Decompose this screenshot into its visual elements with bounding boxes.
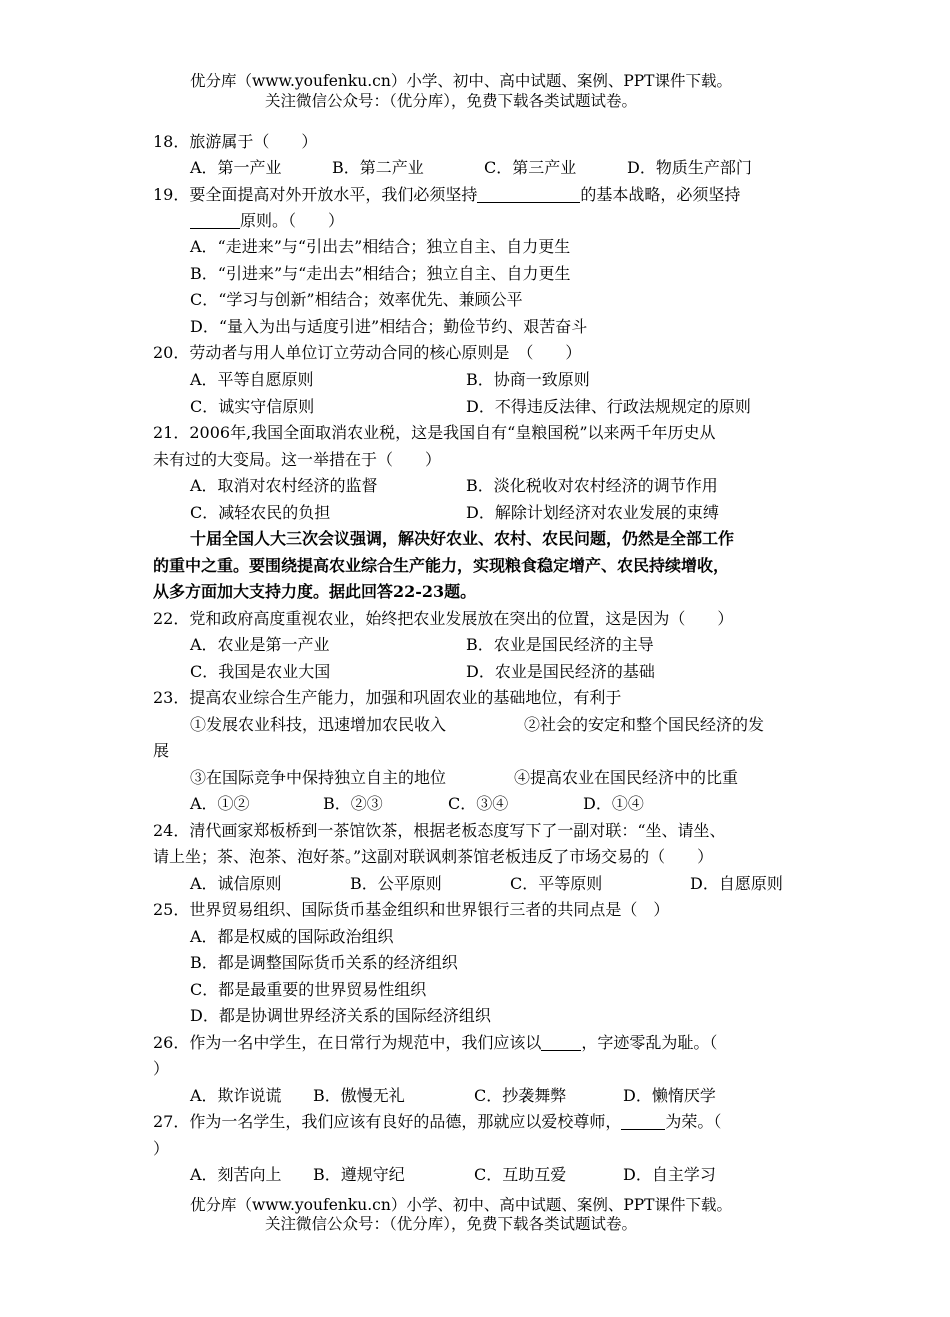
q18-option-d: D．物质生产部门	[627, 158, 752, 177]
q26-option-c: C．抄袭舞弊	[474, 1086, 567, 1105]
q23-stem: 23．提高农业综合生产能力，加强和巩固农业的基础地位，有利于	[153, 688, 622, 707]
q18-stem: 18．旅游属于（ ）	[153, 132, 318, 151]
q25-option-b: B．都是调整国际货币关系的经济组织	[190, 953, 458, 972]
material-line2: 的重中之重。要围绕提高农业综合生产能力，实现粮食稳定增产、农民持续增收，	[153, 556, 730, 575]
q24-option-b: B．公平原则	[350, 874, 442, 893]
q27-stem-part2: 为荣。（	[665, 1112, 722, 1131]
q26-stem-part1: 26．作为一名中学生，在日常行为规范中，我们应该以	[153, 1033, 542, 1052]
page-footer-line1: 优分库（www.youfenku.cn）小学、初中、高中试题、案例、PPT课件下载。	[190, 1196, 733, 1214]
q19-option-d: D．“量入为出与适度引进”相结合；勤俭节约、艰苦奋斗	[190, 317, 588, 336]
q26-blank	[541, 1034, 581, 1051]
q19-blank-1	[477, 186, 580, 203]
q23-item-2-continued: 展	[153, 741, 170, 760]
q27-option-c: C．互助互爱	[474, 1165, 567, 1184]
q22-option-b: B．农业是国民经济的主导	[466, 635, 654, 654]
q27-stem-line1	[153, 1111, 721, 1133]
q24-option-a: A．诚信原则	[190, 874, 282, 893]
page-header-line1: 优分库（www.youfenku.cn）小学、初中、高中试题、案例、PPT课件下载。	[190, 72, 733, 90]
q26-option-a: A．欺诈说谎	[190, 1086, 282, 1105]
q27-option-d: D．自主学习	[623, 1165, 716, 1184]
q21-stem-line2: 未有过的大变局。这一举措在于（ ）	[153, 450, 442, 469]
q27-stem-part1: 27．作为一名学生，我们应该有良好的品德，那就应以爱校尊师，	[153, 1112, 622, 1131]
q22-option-c: C．我国是农业大国	[190, 662, 331, 681]
q25-option-a: A．都是权威的国际政治组织	[190, 927, 394, 946]
q19-stem-line2	[190, 210, 344, 232]
q21-option-a: A．取消对农村经济的监督	[190, 476, 378, 495]
q23-item-1: ①发展农业科技，迅速增加农民收入	[190, 715, 447, 734]
q26-option-b: B．傲慢无礼	[313, 1086, 405, 1105]
page-header-line2: 关注微信公众号：（优分库），免费下载各类试题试卷。	[265, 92, 638, 110]
q18-option-b: B．第二产业	[332, 158, 424, 177]
q27-option-a: A．刻苦向上	[190, 1165, 282, 1184]
q19-option-c: C．“学习与创新”相结合；效率优先、兼顾公平	[190, 290, 523, 309]
q25-stem: 25．世界贸易组织、国际货币基金组织和世界银行三者的共同点是（ ）	[153, 900, 670, 919]
q21-option-b: B．淡化税收对农村经济的调节作用	[466, 476, 718, 495]
material-line1: 十届全国人大三次会议强调，解决好农业、农村、农民问题，仍然是全部工作	[190, 529, 735, 548]
q23-item-3: ③在国际竞争中保持独立自主的地位	[190, 768, 447, 787]
q27-stem-line2: ）	[153, 1139, 170, 1158]
q18-option-a: A．第一产业	[190, 158, 282, 177]
q20-option-b: B．协商一致原则	[466, 370, 590, 389]
q21-stem-line1: 21．2006年,我国全面取消农业税，这是我国自有“皇粮国税”以来两千年历史从	[153, 423, 716, 442]
q23-item-4: ④提高农业在国民经济中的比重	[514, 768, 739, 787]
q22-stem: 22．党和政府高度重视农业，始终把农业发展放在突出的位置，这是因为（ ）	[153, 609, 734, 628]
q19-stem-part2: 的基本战略，必须坚持	[580, 185, 741, 204]
q19-option-b: B．“引进来”与“走出去”相结合；独立自主、自力更生	[190, 264, 571, 283]
page-footer-line2: 关注微信公众号：（优分库），免费下载各类试题试卷。	[265, 1215, 638, 1233]
q21-option-c: C．减轻农民的负担	[190, 503, 331, 522]
q26-option-d: D．懒惰厌学	[623, 1086, 716, 1105]
q20-option-d: D．不得违反法律、行政法规规定的原则	[466, 397, 751, 416]
q20-stem: 20．劳动者与用人单位订立劳动合同的核心原则是 （ ）	[153, 343, 582, 362]
q21-option-d: D．解除计划经济对农业发展的束缚	[466, 503, 719, 522]
q19-stem-part3: 原则。（ ）	[240, 211, 345, 230]
q26-stem-part2: ，字迹零乱为耻。（	[581, 1033, 718, 1052]
q27-blank	[621, 1113, 665, 1130]
q22-option-a: A．农业是第一产业	[190, 635, 330, 654]
q19-stem-line1	[153, 184, 740, 206]
q25-option-d: D．都是协调世界经济关系的国际经济组织	[190, 1006, 491, 1025]
q23-option-b: B．②③	[323, 794, 383, 813]
q26-stem-line1	[153, 1032, 717, 1054]
q18-option-c: C．第三产业	[484, 158, 577, 177]
q23-option-d: D．①④	[583, 794, 644, 813]
q20-option-c: C．诚实守信原则	[190, 397, 315, 416]
q20-option-a: A．平等自愿原则	[190, 370, 314, 389]
q23-item-2: ②社会的安定和整个国民经济的发	[524, 715, 765, 734]
q19-option-a: A．“走进来”与“引出去”相结合；独立自主、自力更生	[190, 237, 571, 256]
q19-stem-part1: 19．要全面提高对外开放水平，我们必须坚持	[153, 185, 478, 204]
material-line3: 从多方面加大支持力度。据此回答22-23题。	[153, 582, 477, 601]
q22-option-d: D．农业是国民经济的基础	[466, 662, 655, 681]
q27-option-b: B．遵规守纪	[313, 1165, 405, 1184]
q26-stem-line2: ）	[153, 1059, 170, 1078]
q24-option-c: C．平等原则	[510, 874, 603, 893]
q23-option-c: C．③④	[448, 794, 509, 813]
q24-stem-line1: 24．清代画家郑板桥到一茶馆饮茶，根据老板态度写下了一副对联：“坐、请坐、	[153, 821, 726, 840]
q19-blank-2	[190, 212, 240, 229]
q24-option-d: D．自愿原则	[690, 874, 783, 893]
q24-stem-line2: 请上坐；茶、泡茶、泡好茶。”这副对联讽刺茶馆老板违反了市场交易的（ ）	[153, 847, 714, 866]
q23-option-a: A．①②	[190, 794, 250, 813]
q25-option-c: C．都是最重要的世界贸易性组织	[190, 980, 427, 999]
